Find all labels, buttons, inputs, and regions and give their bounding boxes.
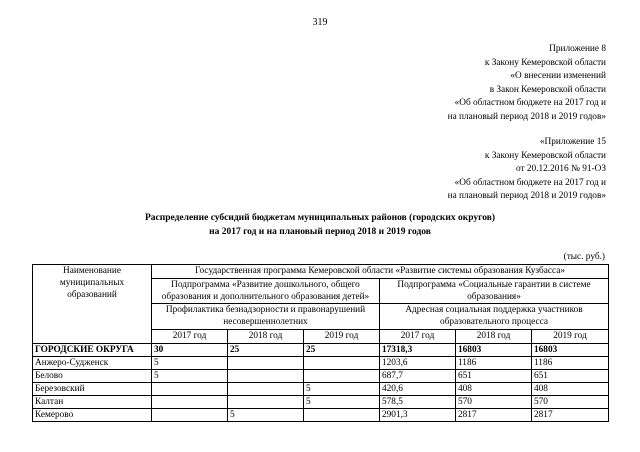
cell-value <box>152 409 228 422</box>
cell-value: 2901,3 <box>380 409 456 422</box>
cell-value: 30 <box>152 344 228 357</box>
appendix-line: в Закон Кемеровской области <box>489 84 606 95</box>
row-name: Анжеро-Судженск <box>33 357 152 370</box>
cell-value: 570 <box>456 396 532 409</box>
appendix-line: Приложение 8 <box>549 44 606 54</box>
cell-value: 408 <box>532 383 609 396</box>
table-row <box>33 370 609 383</box>
cell-value: 578,5 <box>380 396 456 409</box>
header-year: 2018 год <box>456 330 532 344</box>
cell-value <box>152 383 228 396</box>
cell-value: 5 <box>152 370 228 383</box>
header-year: 2019 год <box>304 330 380 344</box>
subsidy-table <box>32 264 609 422</box>
row-name: Кемерово <box>33 409 152 422</box>
appendix-8-header <box>448 43 606 124</box>
cell-value: 16803 <box>456 344 532 357</box>
cell-value <box>228 357 304 370</box>
cell-value: 5 <box>228 409 304 422</box>
cell-value: 420,6 <box>380 383 456 396</box>
cell-value <box>228 383 304 396</box>
appendix-line: на плановый период 2018 и 2019 годов» <box>447 111 606 122</box>
title-line-1: Распределение субсидий бюджетам муниципальных районов (городских округов) <box>144 213 496 223</box>
header-subprogram-1: Подпрограмма «Развитие дошкольного, общего образования и дополнительного образования детей» <box>152 279 380 304</box>
page-number: 319 <box>312 17 328 28</box>
cell-value <box>152 396 228 409</box>
header-subprogram-2: Подпрограмма «Социальные гарантии в системе образования» <box>380 279 609 304</box>
row-name: Березовский <box>33 383 152 396</box>
row-name: Белово <box>33 370 152 383</box>
cell-value <box>304 409 380 422</box>
table-row <box>33 409 609 422</box>
cell-value <box>304 370 380 383</box>
cell-value: 651 <box>456 370 532 383</box>
appendix-15-header <box>448 136 606 204</box>
header-year: 2018 год <box>228 330 304 344</box>
header-measure-1: Профилактика безнадзорности и правонарушений несовершеннолетних <box>152 304 380 330</box>
cell-value: 5 <box>304 383 380 396</box>
appendix-line: «Об областном бюджете на 2017 год и <box>454 98 606 108</box>
cell-value: 408 <box>456 383 532 396</box>
appendix-line: «Приложение 15 <box>539 137 606 147</box>
row-name: Калтан <box>33 396 152 409</box>
table-row <box>33 344 609 357</box>
cell-value: 2817 <box>532 409 609 422</box>
cell-value: 5 <box>304 396 380 409</box>
cell-value: 5 <box>152 357 228 370</box>
cell-value: 17318,3 <box>380 344 456 357</box>
cell-value <box>228 370 304 383</box>
cell-value: 1186 <box>456 357 532 370</box>
cell-value: 2817 <box>456 409 532 422</box>
appendix-line: «Об областном бюджете на 2017 год и <box>454 177 606 188</box>
header-municipality: Наименование муниципальных образований <box>33 265 152 344</box>
header-measure-2: Адресная социальная поддержка участников образовательного процесса <box>380 304 609 330</box>
cell-value: 1203,6 <box>380 357 456 370</box>
cell-value <box>304 357 380 370</box>
document-title <box>0 212 640 239</box>
title-line-2: на 2017 год и на плановый период 2018 и 2019 годов <box>209 226 431 237</box>
cell-value: 1186 <box>532 357 609 370</box>
cell-value: 25 <box>228 344 304 357</box>
row-name: ГОРОДСКИЕ ОКРУГА <box>33 344 152 357</box>
appendix-line: от 20.12.2016 № 91-ОЗ <box>515 164 606 174</box>
unit-label: (тыс. руб.) <box>563 252 605 262</box>
header-year: 2019 год <box>532 330 609 344</box>
cell-value: 687,7 <box>380 370 456 383</box>
appendix-line: «О внесении изменений <box>510 71 606 81</box>
table-row <box>33 396 609 409</box>
header-year: 2017 год <box>152 330 228 344</box>
appendix-line: к Закону Кемеровской области <box>484 57 606 68</box>
table-row <box>33 383 609 396</box>
cell-value <box>228 396 304 409</box>
cell-value: 651 <box>532 370 609 383</box>
appendix-line: на плановый период 2018 и 2019 годов» <box>447 191 606 201</box>
table-row <box>33 357 609 370</box>
appendix-line: к Закону Кемеровской области <box>484 150 606 161</box>
header-year: 2017 год <box>380 330 456 344</box>
cell-value: 25 <box>304 344 380 357</box>
cell-value: 16803 <box>532 344 609 357</box>
cell-value: 570 <box>532 396 609 409</box>
header-program: Государственная программа Кемеровской области «Развитие системы образования Кузбасса» <box>152 265 609 279</box>
header-row-program <box>33 265 609 279</box>
